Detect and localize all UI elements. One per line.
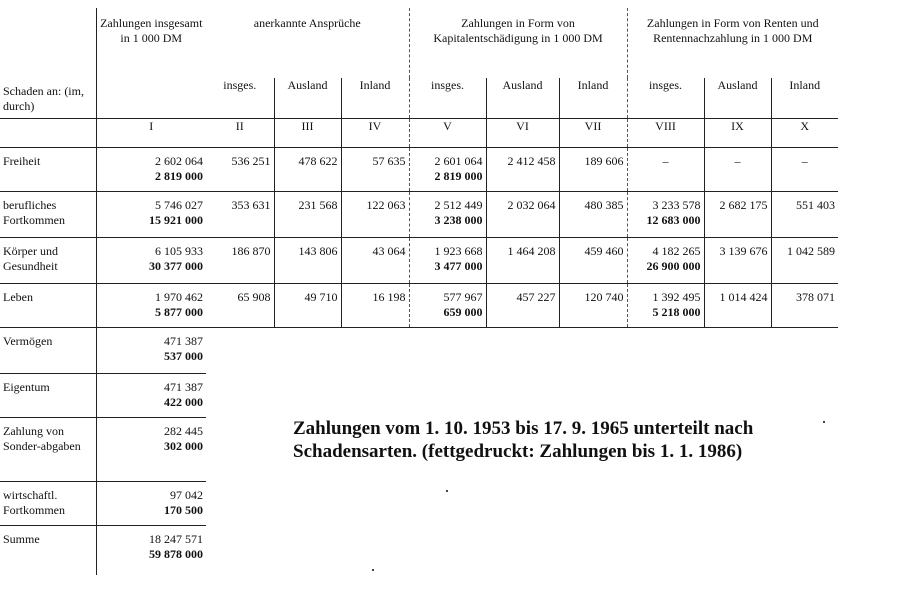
cell-value-bold: 15 921 000 — [149, 212, 203, 227]
table-cell — [771, 191, 838, 237]
cell-value: 1 392 495 — [652, 289, 701, 304]
header-anerkannt: anerkannte Ansprüche — [253, 16, 361, 30]
table-cell — [627, 283, 704, 327]
table-row — [0, 191, 838, 237]
row-label: Summe — [3, 531, 40, 546]
table-cell — [96, 237, 206, 283]
column-number: IX — [704, 118, 771, 147]
row-label: Körper und Gesundheit — [3, 243, 58, 273]
column-number: X — [771, 118, 838, 147]
table-cell — [274, 237, 341, 283]
cell-value: 353 631 — [231, 197, 271, 212]
row-label: Vermögen — [0, 327, 96, 373]
cell-value: 43 064 — [372, 243, 406, 258]
cell-value: 5 746 027 — [155, 197, 203, 212]
header-total: Zahlungen insgesamt in 1 000 DM — [96, 8, 206, 118]
cell-value: 1 014 424 — [719, 289, 768, 304]
cell-value: 2 032 064 — [507, 197, 556, 212]
table-cell — [206, 147, 274, 191]
cell-value-bold: 2 819 000 — [434, 168, 483, 183]
cell-value: 97 042 — [170, 487, 203, 502]
cell-value-bold: 5 218 000 — [652, 304, 701, 319]
table-cell — [486, 237, 559, 283]
table-cell — [771, 147, 838, 191]
table-row — [0, 147, 838, 191]
row-label: Eigentum — [0, 373, 96, 417]
payments-table — [0, 8, 838, 575]
speck — [823, 421, 825, 423]
cell-value-bold: 170 500 — [164, 502, 203, 517]
table-cell — [771, 283, 838, 327]
cell-value-bold: 2 819 000 — [155, 168, 203, 183]
cell-value-bold: 59 878 000 — [149, 546, 203, 561]
column-number: VI — [486, 118, 559, 147]
table-cell — [559, 147, 627, 191]
cell-value: 480 385 — [584, 197, 624, 212]
table-row — [0, 525, 838, 575]
table-row — [0, 481, 838, 525]
table-cell — [409, 191, 486, 237]
speck — [372, 569, 374, 571]
cell-value-bold: 30 377 000 — [149, 258, 203, 273]
cell-value: 18 247 571 — [149, 531, 203, 546]
table-cell — [274, 191, 341, 237]
cell-value: 459 460 — [584, 243, 624, 258]
table-cell — [96, 417, 206, 481]
row-label-header: Schaden an: (im, durch) — [3, 83, 84, 113]
table-row — [0, 283, 838, 327]
cell-value: – — [801, 153, 808, 168]
cell-value: 3 233 578 — [652, 197, 701, 212]
cell-value: 186 870 — [231, 243, 271, 258]
cell-value-bold: 3 238 000 — [434, 212, 483, 227]
table-cell — [771, 237, 838, 283]
table-cell — [627, 191, 704, 237]
cell-value-bold: 422 000 — [164, 394, 203, 409]
row-label: Zahlung von Sonder-abgaben — [0, 417, 96, 481]
column-number: I — [96, 118, 206, 147]
table-cell — [341, 283, 409, 327]
table-cell — [486, 191, 559, 237]
cell-value-bold: 26 900 000 — [646, 258, 701, 273]
cell-value-bold: 302 000 — [164, 438, 203, 453]
table-row — [0, 373, 838, 417]
table-cell — [486, 283, 559, 327]
roman-row — [0, 118, 838, 147]
cell-value: 1 970 462 — [155, 289, 203, 304]
cell-value: – — [734, 153, 741, 168]
table-cell — [627, 147, 704, 191]
table-cell — [96, 373, 206, 417]
table-cell — [704, 237, 771, 283]
cell-value: 2 512 449 — [434, 197, 483, 212]
column-number: III — [274, 118, 341, 147]
cell-value: 231 568 — [298, 197, 338, 212]
table-cell — [206, 237, 274, 283]
cell-value-bold: 12 683 000 — [646, 212, 701, 227]
cell-value: 1 042 589 — [787, 243, 835, 258]
table-cell — [704, 147, 771, 191]
cell-value: 2 602 064 — [155, 153, 203, 168]
column-number: V — [409, 118, 486, 147]
column-number: VII — [559, 118, 627, 147]
cell-value: 2 412 458 — [507, 153, 556, 168]
cell-value: 189 606 — [584, 153, 624, 168]
table-cell — [96, 147, 206, 191]
cell-value: 478 622 — [298, 153, 338, 168]
cell-value: 143 806 — [298, 243, 338, 258]
cell-value: 2 601 064 — [434, 153, 483, 168]
sub-header: insges. — [223, 78, 257, 92]
cell-value-bold: 3 477 000 — [434, 258, 483, 273]
sub-header: Inland — [559, 78, 627, 118]
table-cell — [409, 147, 486, 191]
table-cell — [341, 191, 409, 237]
table-cell — [627, 237, 704, 283]
cell-value: 577 967 — [443, 289, 483, 304]
sub-header: Ausland — [274, 78, 341, 118]
sub-header: Ausland — [486, 78, 559, 118]
table-cell — [559, 237, 627, 283]
table-cell — [96, 525, 206, 575]
cell-value-bold: 537 000 — [164, 348, 203, 363]
column-number: II — [235, 118, 244, 133]
cell-value: 536 251 — [231, 153, 271, 168]
table-cell — [341, 237, 409, 283]
table-caption: Zahlungen vom 1. 10. 1953 bis 17. 9. 1965 unterteilt nach Schadensarten. (fettgedruckt: Zahlungen bis 1. 1. 1986) — [293, 418, 754, 462]
header-kapital: Zahlungen in Form von Kapitalentschädigung in 1 000 DM — [409, 8, 627, 78]
cell-value: 122 063 — [366, 197, 406, 212]
row-label: berufliches Fortkommen — [3, 197, 65, 227]
cell-value: 6 105 933 — [155, 243, 203, 258]
cell-value: 49 710 — [304, 289, 338, 304]
table-cell — [96, 283, 206, 327]
table-cell — [409, 237, 486, 283]
cell-value: 16 198 — [372, 289, 406, 304]
sub-header: Inland — [771, 78, 838, 118]
cell-value: 471 387 — [164, 333, 203, 348]
cell-value-bold: 5 877 000 — [155, 304, 203, 319]
sub-header: insges. — [627, 78, 704, 118]
table-row — [0, 237, 838, 283]
cell-value-bold: 659 000 — [443, 304, 483, 319]
table-cell — [704, 191, 771, 237]
column-number: IV — [341, 118, 409, 147]
table-cell — [206, 191, 274, 237]
cell-value: 4 182 265 — [652, 243, 701, 258]
table-row — [0, 327, 838, 373]
table-cell — [96, 191, 206, 237]
table-cell — [96, 481, 206, 525]
cell-value: 282 445 — [164, 423, 203, 438]
header-renten: Zahlungen in Form von Renten und Rentennachzahlung in 1 000 DM — [627, 8, 838, 78]
table-cell — [274, 147, 341, 191]
cell-value: 57 635 — [372, 153, 406, 168]
speck — [446, 490, 448, 492]
row-label: Leben — [3, 289, 33, 304]
sub-header: Ausland — [704, 78, 771, 118]
cell-value: 378 071 — [796, 289, 835, 304]
sub-header: insges. — [409, 78, 486, 118]
cell-value: 3 139 676 — [719, 243, 768, 258]
cell-value: 2 682 175 — [719, 197, 768, 212]
table-cell — [704, 283, 771, 327]
row-label: Freiheit — [3, 153, 41, 168]
cell-value: 457 227 — [516, 289, 556, 304]
cell-value: – — [662, 153, 669, 168]
table-cell — [274, 283, 341, 327]
table-cell — [559, 191, 627, 237]
table-cell — [206, 283, 274, 327]
table-cell — [341, 147, 409, 191]
cell-value: 120 740 — [584, 289, 624, 304]
header-row-1 — [0, 8, 838, 78]
cell-value: 471 387 — [164, 379, 203, 394]
table-cell — [559, 283, 627, 327]
cell-value: 551 403 — [796, 197, 835, 212]
cell-value: 1 464 208 — [507, 243, 556, 258]
column-number: VIII — [627, 118, 704, 147]
row-label: wirtschaftl. Fortkommen — [0, 481, 96, 525]
table-cell — [96, 327, 206, 373]
cell-value: 65 908 — [237, 289, 271, 304]
cell-value: 1 923 668 — [434, 243, 483, 258]
table-cell — [409, 283, 486, 327]
table-cell — [486, 147, 559, 191]
sub-header: Inland — [341, 78, 409, 118]
